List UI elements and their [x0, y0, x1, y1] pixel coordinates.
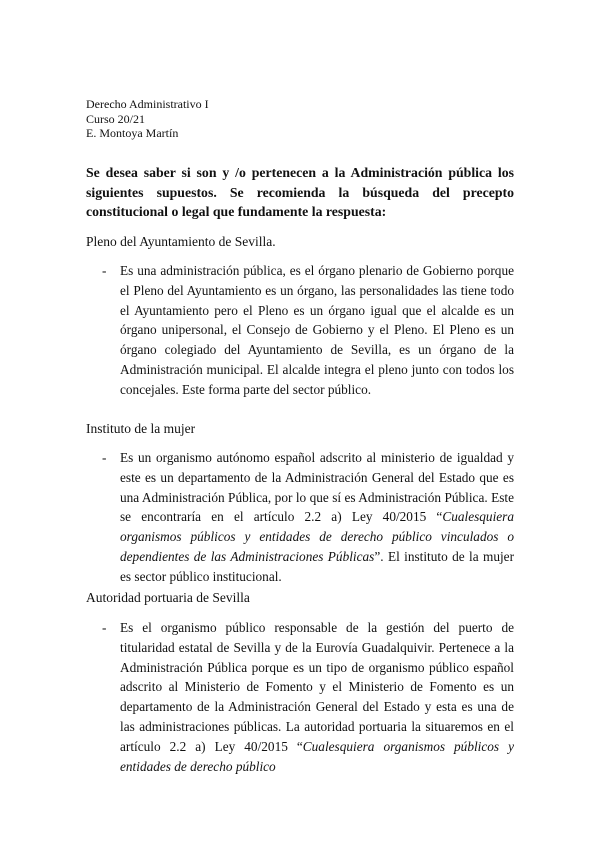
legal-quote: Cualesquiera organismos públicos y entidades de derecho público vinculados o dependientes de las Administraciones Públicas [120, 509, 514, 564]
section-title-autoridad: Autoridad portuaria de Sevilla [86, 590, 250, 605]
answer-text-part: ”. El instituto de la mujer es sector público institucional. [120, 548, 514, 584]
list-dash: - [102, 620, 107, 635]
answer-instituto [86, 448, 514, 583]
exercise-statement: Se desea saber si son y /o pertenecen a la Administración pública los siguientes supuestos. Se recomienda la búsqueda del precepto constitucional o legal que fundamente la respuesta: [86, 165, 514, 219]
author-name: E. Montoya Martín [86, 126, 179, 140]
legal-quote: Cualesquiera organismos públicos y entidades de derecho público [120, 738, 514, 774]
section-title-pleno: Pleno del Ayuntamiento de Sevilla. [86, 234, 276, 249]
answer-text-part: Es un organismo autónomo español adscrito al ministerio de igualdad y este es un departamento de la Administración General del Estado que es una Administración Pública, por lo que sí es Administración Pública. Este se encontraría en el artículo 2.2 a) Ley 40/2015 “ [120, 450, 514, 525]
section-title-instituto: Instituto de la mujer [86, 421, 196, 436]
list-dash: - [102, 450, 107, 465]
course-year: Curso 20/21 [86, 111, 146, 126]
answer-text-instituto [120, 448, 514, 587]
course-name: Derecho Administrativo I [86, 97, 209, 111]
answer-pleno [86, 261, 514, 411]
answer-text-autoridad [120, 618, 514, 776]
list-dash: - [102, 263, 107, 278]
document-header [86, 97, 209, 141]
answer-autoridad [86, 618, 514, 793]
answer-text-pleno: Es una administración pública, es el órgano plenario de Gobierno porque el Pleno del Ayuntamiento es un órgano, las personalidades las tiene todo el Ayuntamiento pero el Pleno es un órgano igual que el alcalde es un órgano unipersonal, el Consejo de Gobierno y el Pleno. El Pleno es un órgano colegiado del Ayuntamiento de Sevilla, es un órgano de la Administración municipal. El alcalde integra el pleno junto con todos los concejales. Este forma parte del sector público. [120, 263, 514, 397]
answer-text-part: Es el organismo público responsable de la gestión del puerto de titularidad estatal de Sevilla y de la Eurovía Guadalquivir. Pertenece a la Administración Pública porque es un tipo de organismo público español adscrito al Ministerio de Fomento y el Ministerio de Fomento es un departamento de la Administración General del Estado y esta es una de las administraciones públicas. La autoridad portuaria la situaremos en el artículo 2.2 a) Ley 40/2015 “ [120, 620, 514, 754]
